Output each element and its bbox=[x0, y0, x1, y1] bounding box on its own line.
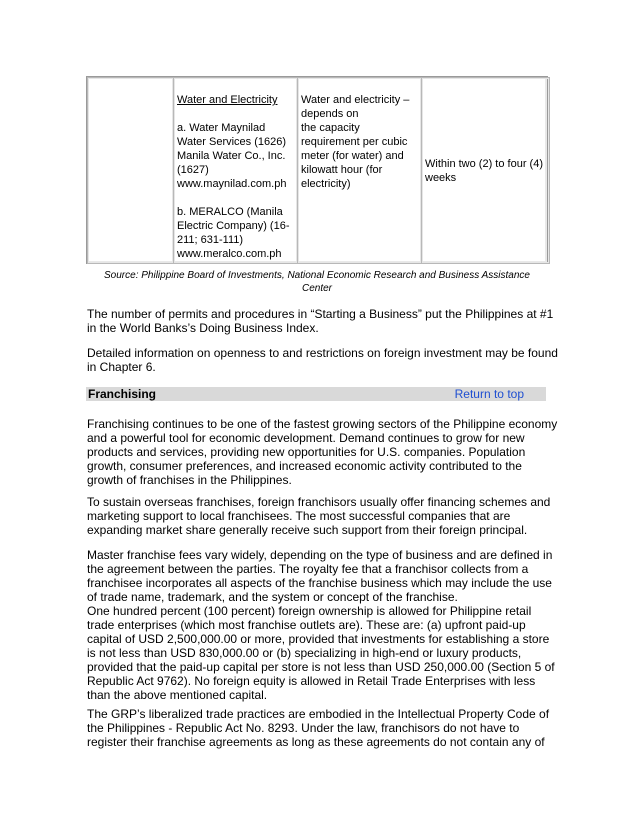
paragraph-franchising-growth bbox=[87, 417, 557, 487]
text-line: One hundred percent (100 percent) foreign ownership is allowed for Philippine retail bbox=[87, 604, 532, 618]
paragraph-master-franchise-fees bbox=[87, 548, 557, 702]
text-line: of trade name, trademark, and the system or concept of the franchise. bbox=[87, 590, 458, 604]
section-title: Franchising bbox=[88, 387, 157, 401]
text-line: and a powerful tool for economic development. Demand continues to grow for new bbox=[87, 431, 525, 445]
provider-heading: Water and Electricity bbox=[177, 94, 278, 106]
provider-b-line: 211; 631-111) bbox=[177, 234, 244, 246]
provider-b-line: b. MERALCO (Manila bbox=[177, 206, 283, 218]
provider-a-line: Water Services (1626) bbox=[177, 136, 287, 148]
text-line: Master franchise fees vary widely, depending on the type of business and are defined in bbox=[87, 548, 553, 562]
text-line: in Chapter 6. bbox=[87, 360, 156, 374]
cost-line: electricity) bbox=[301, 178, 351, 190]
cost-line: Water and electricity – bbox=[301, 94, 410, 106]
text-line: Franchising continues to be one of the fastest growing sectors of the Philippine economy bbox=[87, 417, 558, 431]
requirements-table-grid bbox=[87, 77, 550, 264]
text-line: provided that the paid-up capital per store is not less than USD 250,000.00 (Section 5 of bbox=[87, 660, 555, 674]
text-line: To sustain overseas franchises, foreign franchisors usually offer financing schemes and bbox=[87, 495, 551, 509]
text-line: marketing support to local franchisees. The most successful companies that are bbox=[87, 509, 511, 523]
text-line: trade enterprises (which most franchise outlets are). These are: (a) upfront paid-up bbox=[87, 618, 526, 632]
text-line: the agreement between the parties. The royalty fee that a franchisor collects from a bbox=[87, 562, 529, 576]
paragraph-intellectual-property bbox=[87, 707, 557, 749]
text-line: The GRP’s liberalized trade practices are embodied in the Intellectual Property Code of bbox=[87, 707, 550, 721]
provider-a-line: www.maynilad.com.ph bbox=[177, 178, 287, 190]
requirements-table bbox=[86, 76, 548, 264]
text-line: products and services, providing new opportunities for U.S. companies. Population bbox=[87, 445, 526, 459]
text-line: than the above mentioned capital. bbox=[87, 688, 268, 702]
paragraph-foreign-investment bbox=[87, 346, 557, 374]
cost-line: requirement per cubic bbox=[301, 136, 408, 148]
paragraph-overseas-franchises bbox=[87, 495, 557, 537]
cost-line: kilowatt hour (for bbox=[301, 164, 383, 176]
text-line: register their franchise agreements as long as these agreements do not contain any of bbox=[87, 735, 545, 749]
text-line: Republic Act 9762). No foreign equity is allowed in Retail Trade Enterprises with less bbox=[87, 674, 536, 688]
text-line: Detailed information on openness to and restrictions on foreign investment may be found bbox=[87, 346, 558, 360]
text-line: franchisee incorporates all aspects of the franchise business which may include the use bbox=[87, 576, 552, 590]
provider-a-line: a. Water Maynilad bbox=[177, 122, 266, 134]
table-row bbox=[88, 78, 550, 264]
cost-line: meter (for water) and bbox=[301, 150, 404, 162]
empty-cell bbox=[88, 78, 174, 264]
provider-a-line: (1627) bbox=[177, 164, 209, 176]
time-line: Within two (2) to four (4) bbox=[425, 157, 543, 170]
table-source-caption bbox=[86, 269, 548, 295]
return-to-top-link[interactable]: Return to top bbox=[454, 387, 524, 401]
paragraph-starting-business bbox=[87, 307, 557, 335]
text-line: is not less than USD 830,000.00 or (b) specializing in high-end or luxury products, bbox=[87, 646, 522, 660]
cost-line: the capacity bbox=[301, 122, 360, 134]
text-line: The number of permits and procedures in “Starting a Business” put the Philippines at #1 bbox=[87, 307, 554, 321]
cost-line: depends on bbox=[301, 108, 359, 120]
provider-cell bbox=[174, 78, 298, 264]
text-line: growth of franchises in the Philippines. bbox=[87, 473, 292, 487]
provider-b-line: Electric Company) (16- bbox=[177, 220, 290, 232]
section-header-bar bbox=[86, 387, 546, 401]
text-line: expanding market share generally receive such support from their foreign principal. bbox=[87, 523, 528, 537]
caption-line: Center bbox=[301, 283, 332, 294]
time-cell bbox=[422, 78, 550, 264]
caption-line: Source: Philippine Board of Investments, National Economic Research and Business Assistance bbox=[104, 270, 530, 281]
text-line: growth, consumer preferences, and increased economic activity contributed to the bbox=[87, 459, 522, 473]
provider-a-line: Manila Water Co., Inc. bbox=[177, 150, 286, 162]
provider-b-line: www.meralco.com.ph bbox=[177, 248, 282, 260]
text-line: the Philippines - Republic Act No. 8293. Under the law, franchisors do not have to bbox=[87, 721, 520, 735]
time-line: weeks bbox=[425, 171, 457, 184]
text-line: capital of USD 2,500,000.00 or more, provided that investments for establishing a store bbox=[87, 632, 550, 646]
text-line: in the World Banks’s Doing Business Index. bbox=[87, 321, 319, 335]
cost-cell bbox=[298, 78, 422, 264]
